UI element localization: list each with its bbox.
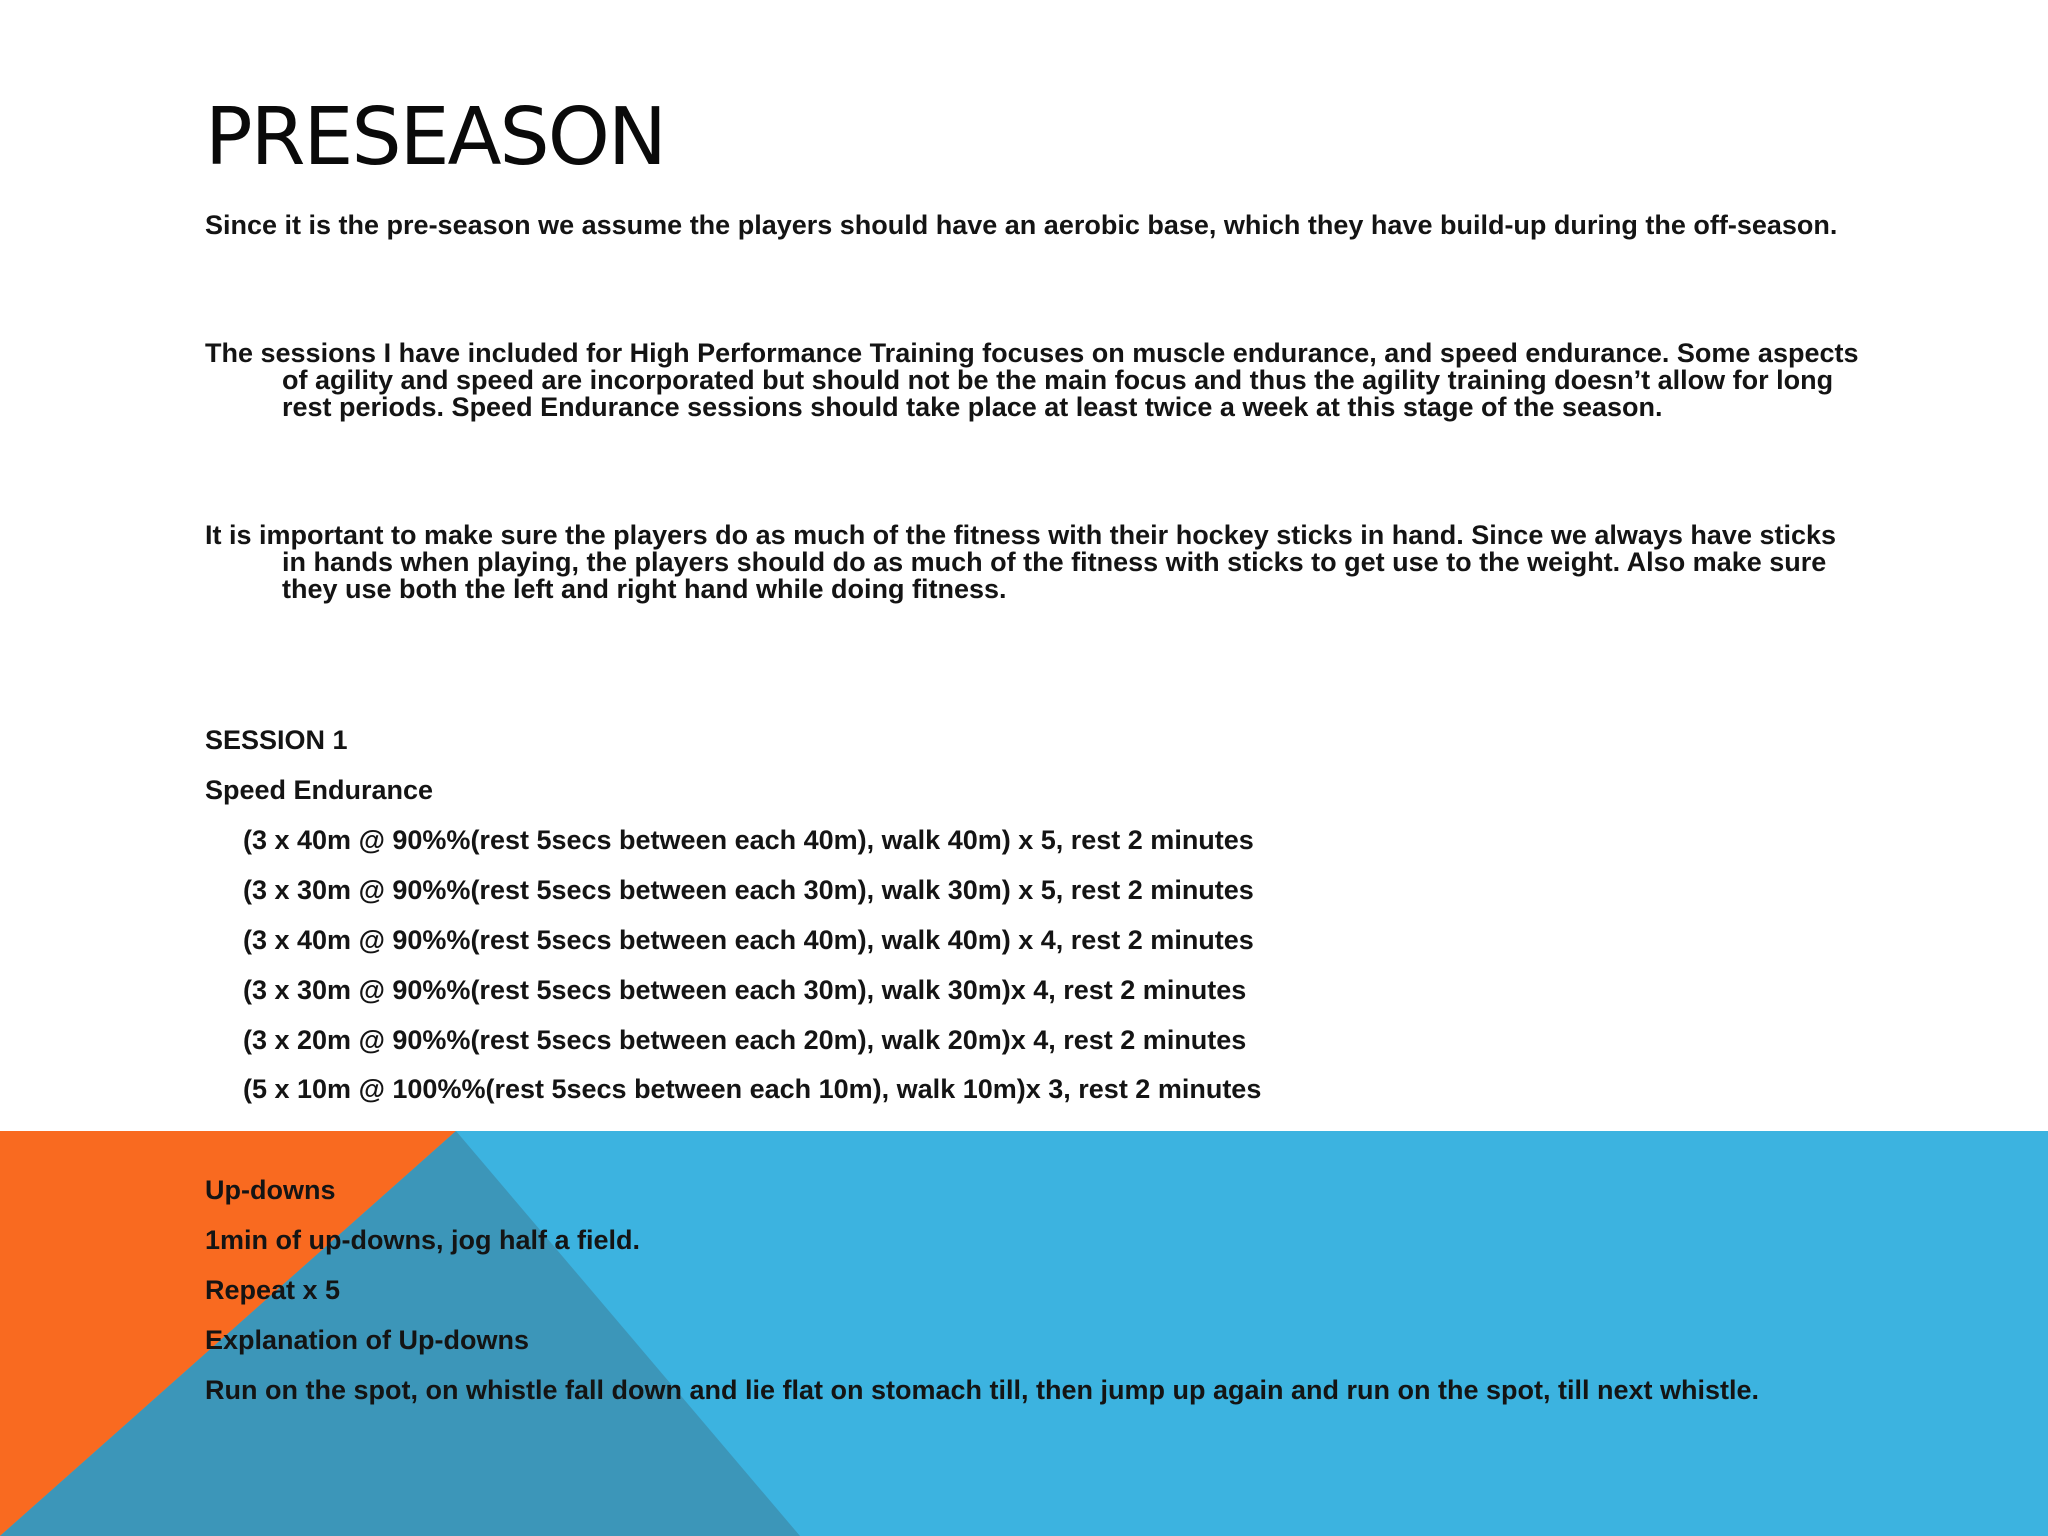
intro-paragraph-aerobic [205,212,1865,239]
updowns-heading: Up-downs [205,1175,336,1205]
paragraph-text: It is important to make sure the players do as much of the fitness with their hockey sticks in hand. Since we always have sticks in hands when playing, the players should do as much of the fitness with sticks to get use to the weight. Also make sure they use both the left and right hand while doing fitness. [205,520,1837,604]
updowns-repeat: Repeat x 5 [205,1275,341,1305]
speed-endurance-set: (3 x 30m @ 90%%(rest 5secs between each 30m), walk 30m) x 5, rest 2 minutes [243,875,1254,905]
intro-paragraph-sticks [205,522,1865,603]
session-heading: SESSION 1 [205,725,348,755]
session-subheading: Speed Endurance [205,775,434,805]
speed-endurance-set: (5 x 10m @ 100%%(rest 5secs between each 10m), walk 10m)x 3, rest 2 minutes [243,1074,1262,1104]
speed-endurance-set: (3 x 20m @ 90%%(rest 5secs between each 20m), walk 20m)x 4, rest 2 minutes [243,1025,1247,1055]
updowns-explanation-heading: Explanation of Up-downs [205,1325,529,1355]
updowns-instruction: 1min of up-downs, jog half a field. [205,1225,640,1255]
speed-endurance-set: (3 x 30m @ 90%%(rest 5secs between each 30m), walk 30m)x 4, rest 2 minutes [243,975,1247,1005]
paragraph-text: Since it is the pre-season we assume the players should have an aerobic base, which they have build-up during the off-season. [205,210,1838,240]
speed-endurance-set: (3 x 40m @ 90%%(rest 5secs between each 40m), walk 40m) x 4, rest 2 minutes [243,925,1254,955]
page-title: PRESEASON [205,91,665,183]
updowns-explanation: Run on the spot, on whistle fall down and lie flat on stomach till, then jump up again and run on the spot, till next whistle. [205,1375,1760,1405]
speed-endurance-set: (3 x 40m @ 90%%(rest 5secs between each 40m), walk 40m) x 5, rest 2 minutes [243,825,1254,855]
intro-paragraph-sessions [205,340,1865,421]
paragraph-text: The sessions I have included for High Performance Training focuses on muscle endurance, and speed endurance. Some aspects of agility and speed are incorporated but should not be the main focus and thus the agility training doesn’t allow for long rest periods. Speed Endurance sessions should take place at least twice a week at this stage of the season. [205,338,1859,422]
